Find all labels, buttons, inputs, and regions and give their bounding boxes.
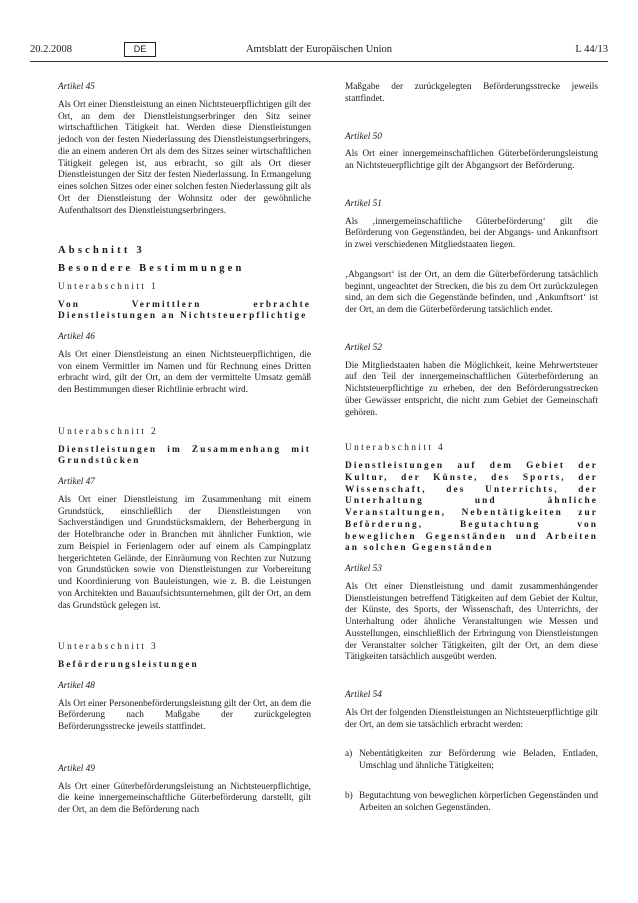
article-50-title: Artikel 50 — [345, 131, 382, 142]
article-52-text: Die Mitgliedstaaten haben die Möglichkeit, keine Mehrwertsteuer auf den Teil der innergemeinschaftlichen Güterbeförderung an Nichtsteuerpflichtige zu erheben, der den Beförderungsstrecken über Gewässer entspricht, die nicht zum Gebiet der Gemeinschaft gehören. — [345, 360, 598, 418]
language-badge: DE — [124, 42, 156, 57]
page-number: L 44/13 — [575, 44, 608, 55]
article-53-title: Artikel 53 — [345, 564, 382, 574]
list-marker: a) — [345, 749, 353, 760]
list-item-text: Begutachtung von beweglichen körperlichen Gegenständen und Arbeiten an solchen Gegenständen. — [359, 790, 598, 813]
article-54-text: Als Ort der folgenden Dienstleistungen an Nichtsteuerpflichtige gilt der Ort, an dem sie tatsächlich erbracht werden: — [345, 707, 598, 730]
subsection-1-subtitle: Von Vermittlern erbrachte Dienstleistungen an Nichtsteuerpflichtige — [58, 299, 311, 322]
subsection-4-subtitle: Dienstleistungen auf dem Gebiet der Kultur, der Künste, des Sports, der Wissenschaft, des Unterrichts, der Unterhaltung und ähnliche Veranstaltungen, Nebentätigkeiten zur Beförderung, Begutachtung von beweglichen Gegenständen und Arbeiten an solchen Gegenständen — [345, 461, 598, 554]
subsection-4-title: Unterabschnitt 4 — [345, 443, 446, 454]
article-49-text: Als Ort einer Güterbeförderungsleistung an Nichtsteuerpflichtige, die keine innergemeinschaftliche Güterbeförderung darstellt, gilt der Ort, an dem die Beförderung nach — [58, 781, 311, 815]
article-49-title: Artikel 49 — [58, 763, 95, 774]
list-item-text: Nebentätigkeiten zur Beförderung wie Beladen, Entladen, Umschlag und ähnliche Tätigkeiten; — [359, 749, 598, 771]
article-45-title: Artikel 45 — [58, 82, 95, 92]
article-52-title: Artikel 52 — [345, 342, 382, 353]
article-51-para-2: ‚Abgangsort‘ ist der Ort, an dem die Güterbeförderung tatsächlich beginnt, ungeachtet der Strecken, die bis zu dem Ort zurückzulegen sind, an dem sich die Gegenstände befinden, und ‚Ankunftsort‘ ist der Ort, an dem die Güterbeförderung tatsächlich endet. — [345, 269, 598, 315]
article-54-item-b — [345, 791, 598, 815]
article-47-text: Als Ort einer Dienstleistung im Zusammenhang mit einem Grundstück, einschließlich der Dienstleistungen von Sachverständigen und Grundstücksmaklern, der Beherbergung in der Hotelbranche oder in Branchen mit ähnlicher Funktion, wie zum Beispiel in Ferienlagern oder auf einem als Campingplatz hergerichteten Gelände, der Einräumung von Rechten zur Nutzung von Grundstücken sowie von Dienstleistungen zur Vorbereitung und Koordinierung von Bauleistungen, wie z. B. die Leistungen von Architekten und Bauaufsichtsunternehmen, gilt der Ort, an dem das Grundstück gelegen ist. — [58, 494, 311, 611]
publication-date: 20.2.2008 — [30, 44, 72, 55]
header-rule — [30, 61, 608, 62]
article-46-text: Als Ort einer Dienstleistung an einen Nichtsteuerpflichtigen, die von einem Vermittler im Namen und für Rechnung eines Dritten erbracht wird, gilt der Ort, an dem der vermittelte Umsatz gemäß den Bestimmungen dieser Richtlinie erbracht wird. — [58, 349, 311, 395]
journal-title: Amtsblatt der Europäischen Union — [245, 44, 393, 55]
subsection-3-title: Unterabschnitt 3 — [58, 642, 159, 653]
page-header — [30, 42, 608, 58]
article-54-item-a — [345, 749, 598, 773]
article-50-text: Als Ort einer innergemeinschaftlichen Güterbeförderungsleistung an Nichtsteuerpflichtige gilt der Abgangsort der Beförderung. — [345, 149, 598, 171]
article-48-text: Als Ort einer Personenbeförderungsleistung gilt der Ort, an dem die Beförderung nach Maßgabe der zurückgelegten Beförderungsstrecke jeweils stattfindet. — [58, 698, 311, 732]
article-51-title: Artikel 51 — [345, 198, 382, 209]
article-54-title: Artikel 54 — [345, 690, 382, 700]
right-column — [345, 82, 598, 814]
section-3-title: Abschnitt 3 — [58, 245, 145, 257]
article-47-title: Artikel 47 — [58, 477, 95, 487]
article-53-text: Als Ort einer Dienstleistung und damit zusammenhängender Dienstleistungen betreffend Tätigkeiten auf dem Gebiet der Kultur, der Künste, des Sports, der Wissenschaft, des Unterrichts, der Unterhaltung oder ähnliche Veranstaltungen wie Messen und Ausstellungen, einschließlich der Erbringung von Dienstleistungen der Veranstalter solcher Tätigkeiten, gilt der Ort, an dem diese Tätigkeiten tatsächlich ausgeübt werden. — [345, 581, 598, 663]
subsection-1-title: Unterabschnitt 1 — [58, 281, 159, 292]
article-45-text: Als Ort einer Dienstleistung an einen Nichtsteuerpflichtigen gilt der Ort, an dem der Dienstleistungserbringer den Sitz seiner wirtschaftlichen Tätigkeit hat. Werden diese Dienstleistungen jedoch von der festen Niederlassung des Dienstleistungserbringers, die an einem anderen Ort als dem des Sitzes seiner wirtschaftlichen Tätigkeit gelegen ist, aus erbracht, so gilt als Ort dieser Dienstleistungen der Sitz der festen Niederlassung. In Ermangelung eines solchen Sitzes oder einer solchen festen Niederlassung gilt als Ort der Dienstleistung der Wohnsitz oder der gewöhnliche Aufenthaltsort des Dienstleistungserbringers. — [58, 99, 311, 216]
subsection-2-subtitle: Dienstleistungen im Zusammenhang mit Grundstücken — [58, 444, 311, 467]
article-46-title: Artikel 46 — [58, 332, 95, 342]
list-marker: b) — [345, 790, 353, 801]
left-column — [58, 82, 311, 817]
article-51-para-1: Als ‚innergemeinschaftliche Güterbeförderung‘ gilt die Beförderung von Gegenständen, bei der Abgangs- und Ankunftsort in zwei verschiedenen Mitgliedstaaten liegen. — [345, 216, 598, 250]
article-49-continuation: Maßgabe der zurückgelegten Beförderungsstrecke jeweils stattfindet. — [345, 82, 598, 104]
subsection-3-subtitle: Beförderungsleistungen — [58, 660, 199, 670]
article-48-title: Artikel 48 — [58, 680, 95, 691]
subsection-2-title: Unterabschnitt 2 — [58, 426, 159, 437]
section-3-subtitle: Besondere Bestimmungen — [58, 263, 245, 274]
